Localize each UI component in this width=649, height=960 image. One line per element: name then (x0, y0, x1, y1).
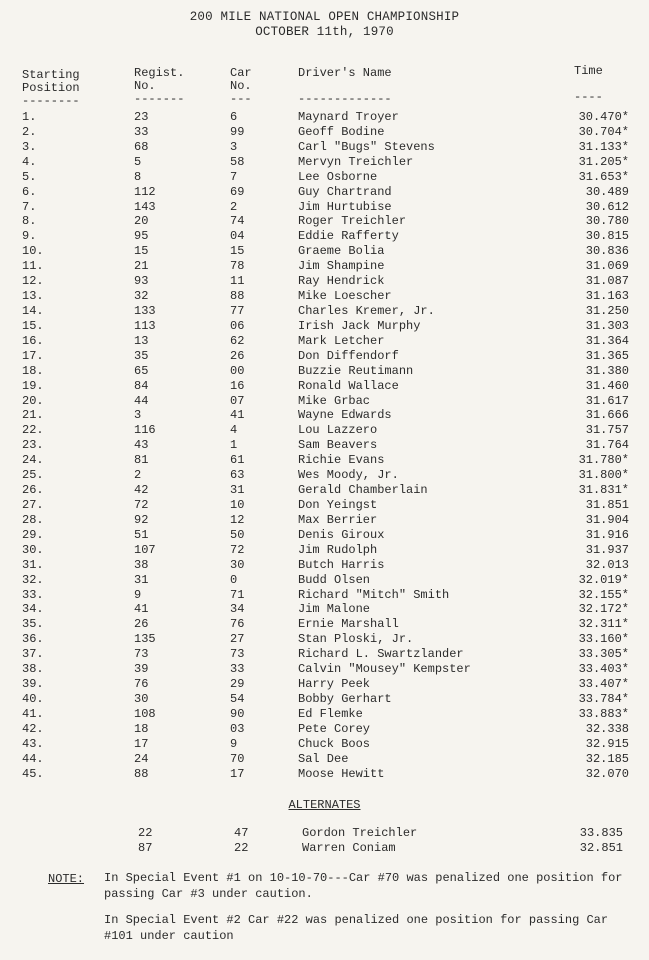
car-no-cell: 70 (230, 751, 245, 766)
table-row (0, 647, 649, 662)
starting-position-cell: 18. (22, 363, 44, 378)
regist-no-cell: 30 (134, 691, 149, 706)
starting-position-cell: 33. (22, 587, 44, 602)
starting-position-cell: 31. (22, 557, 44, 572)
regist-no-cell: 38 (134, 557, 149, 572)
car-no-cell: 50 (230, 527, 245, 542)
car-no-cell: 47 (234, 826, 249, 840)
time-cell: 31.205* (578, 154, 629, 169)
driver-name-cell: Mervyn Treichler (298, 154, 414, 169)
table-row (0, 125, 649, 140)
starting-position-cell: 36. (22, 632, 44, 647)
driver-name-cell: Wayne Edwards (298, 408, 392, 423)
regist-no-cell: 42 (134, 483, 149, 498)
header-car-no: Car No. --- (230, 66, 252, 106)
regist-no-cell: 113 (134, 318, 156, 333)
driver-name-cell: Lou Lazzero (298, 423, 378, 438)
time-cell: 31.780* (578, 453, 629, 468)
starting-position-cell: 8. (22, 214, 37, 229)
driver-name-cell: Stan Ploski, Jr. (298, 632, 414, 647)
table-row (0, 438, 649, 453)
starting-position-cell: 23. (22, 438, 44, 453)
driver-name-cell: Mark Letcher (298, 333, 385, 348)
time-cell: 33.407* (578, 677, 629, 692)
driver-name-cell: Wes Moody, Jr. (298, 468, 399, 483)
table-row (0, 617, 649, 632)
driver-name-cell: Carl "Bugs" Stevens (298, 139, 435, 154)
car-no-cell: 3 (230, 139, 238, 154)
car-no-cell: 58 (230, 154, 245, 169)
starting-position-cell: 28. (22, 512, 44, 527)
regist-no-cell: 76 (134, 677, 149, 692)
regist-no-cell: 8 (134, 169, 142, 184)
table-row (0, 558, 649, 573)
note-label: NOTE: (48, 872, 85, 886)
time-cell: 31.937 (585, 542, 629, 557)
car-no-cell: 54 (230, 691, 245, 706)
regist-no-cell: 35 (134, 348, 149, 363)
starting-position-cell: 44. (22, 751, 44, 766)
table-row (0, 737, 649, 752)
table-row (0, 140, 649, 155)
regist-no-cell: 107 (134, 542, 156, 557)
car-no-cell: 26 (230, 348, 245, 363)
table-row (0, 379, 649, 394)
table-row (0, 588, 649, 603)
driver-name-cell: Sal Dee (298, 751, 349, 766)
time-cell: 32.155* (578, 587, 629, 602)
starting-position-cell: 14. (22, 303, 44, 318)
car-no-cell: 9 (230, 736, 238, 751)
time-cell: 30.815 (585, 229, 629, 244)
driver-name-cell: Ed Flemke (298, 706, 363, 721)
time-cell: 31.087 (585, 274, 629, 289)
car-no-cell: 00 (230, 363, 245, 378)
car-no-cell: 78 (230, 259, 245, 274)
time-cell: 31.069 (585, 259, 629, 274)
regist-no-cell: 65 (134, 363, 149, 378)
regist-no-cell: 73 (134, 647, 149, 662)
alternates-table (0, 826, 649, 856)
table-row (0, 662, 649, 677)
starting-position-cell: 30. (22, 542, 44, 557)
car-no-cell: 03 (230, 721, 245, 736)
starting-position-cell: 22. (22, 423, 44, 438)
car-no-cell: 72 (230, 542, 245, 557)
driver-name-cell: Ronald Wallace (298, 378, 399, 393)
table-row (0, 334, 649, 349)
time-cell: 32.013 (585, 557, 629, 572)
car-no-cell: 90 (230, 706, 245, 721)
starting-position-cell: 24. (22, 453, 44, 468)
starting-position-cell: 27. (22, 497, 44, 512)
driver-name-cell: Harry Peek (298, 677, 371, 692)
car-no-cell: 99 (230, 124, 245, 139)
driver-name-cell: Moose Hewitt (298, 766, 385, 781)
regist-no-cell: 95 (134, 229, 149, 244)
table-row (0, 707, 649, 722)
table-row (0, 229, 649, 244)
table-row (0, 170, 649, 185)
car-no-cell: 34 (230, 602, 245, 617)
regist-no-cell: 5 (134, 154, 142, 169)
time-cell: 30.612 (585, 199, 629, 214)
time-cell: 30.489 (585, 184, 629, 199)
time-cell: 33.883* (578, 706, 629, 721)
car-no-cell: 71 (230, 587, 245, 602)
starting-position-cell: 40. (22, 691, 44, 706)
car-no-cell: 41 (230, 408, 245, 423)
regist-no-cell: 81 (134, 453, 149, 468)
driver-name-cell: Gerald Chamberlain (298, 483, 428, 498)
car-no-cell: 16 (230, 378, 245, 393)
starting-position-cell: 4. (22, 154, 37, 169)
regist-no-cell: 84 (134, 378, 149, 393)
driver-name-cell: Charles Kremer, Jr. (298, 303, 435, 318)
car-no-cell: 06 (230, 318, 245, 333)
time-cell: 31.851 (585, 497, 629, 512)
regist-no-cell: 2 (134, 468, 142, 483)
regist-no-cell: 15 (134, 244, 149, 259)
car-no-cell: 6 (230, 110, 238, 124)
regist-no-cell: 33 (134, 124, 149, 139)
driver-name-cell: Jim Rudolph (298, 542, 378, 557)
driver-name-cell: Butch Harris (298, 557, 385, 572)
note-text-2: In Special Event #2 Car #22 was penalized one position for passing Car #101 under caution (104, 913, 609, 943)
time-cell: 31.800* (578, 468, 629, 483)
starting-position-cell: 13. (22, 289, 44, 304)
regist-no-cell: 31 (134, 572, 149, 587)
time-cell: 33.305* (578, 647, 629, 662)
table-row (0, 214, 649, 229)
car-no-cell: 63 (230, 468, 245, 483)
table-row (0, 841, 649, 856)
starting-position-cell: 42. (22, 721, 44, 736)
driver-name-cell: Richard "Mitch" Smith (298, 587, 450, 602)
driver-name-cell: Jim Hurtubise (298, 199, 392, 214)
time-cell: 31.831* (578, 483, 629, 498)
table-row (0, 767, 649, 782)
starting-position-cell: 34. (22, 602, 44, 617)
starting-position-cell: 39. (22, 677, 44, 692)
driver-name-cell: Mike Loescher (298, 289, 392, 304)
starting-position-cell: 9. (22, 229, 37, 244)
time-cell: 30.836 (585, 244, 629, 259)
time-cell: 31.904 (585, 512, 629, 527)
results-table (0, 110, 649, 781)
regist-no-cell: 93 (134, 274, 149, 289)
starting-position-cell: 45. (22, 766, 44, 781)
driver-name-cell: Don Yeingst (298, 497, 378, 512)
time-cell: 31.380 (585, 363, 629, 378)
starting-position-cell: 32. (22, 572, 44, 587)
regist-no-cell: 41 (134, 602, 149, 617)
time-cell: 33.160* (578, 632, 629, 647)
regist-no-cell: 43 (134, 438, 149, 453)
table-row (0, 453, 649, 468)
regist-no-cell: 68 (134, 139, 149, 154)
driver-name-cell: Maynard Troyer (298, 110, 399, 124)
car-no-cell: 76 (230, 617, 245, 632)
regist-no-cell: 51 (134, 527, 149, 542)
car-no-cell: 27 (230, 632, 245, 647)
starting-position-cell: 29. (22, 527, 44, 542)
table-row (0, 408, 649, 423)
table-row (0, 274, 649, 289)
car-no-cell: 61 (230, 453, 245, 468)
starting-position-cell: 35. (22, 617, 44, 632)
car-no-cell: 10 (230, 497, 245, 512)
car-no-cell: 88 (230, 289, 245, 304)
starting-position-cell: 25. (22, 468, 44, 483)
starting-position-cell: 15. (22, 318, 44, 333)
driver-name-cell: Max Berrier (298, 512, 378, 527)
table-row (0, 155, 649, 170)
time-cell: 32.185 (585, 751, 629, 766)
car-no-cell: 69 (230, 184, 245, 199)
time-cell: 32.915 (585, 736, 629, 751)
starting-position-cell: 26. (22, 483, 44, 498)
driver-name-cell: Richard L. Swartzlander (298, 647, 464, 662)
starting-position-cell: 1. (22, 110, 37, 124)
car-no-cell: 17 (230, 766, 245, 781)
regist-no-cell: 92 (134, 512, 149, 527)
driver-name-cell: Bobby Gerhart (298, 691, 392, 706)
starting-position-cell: 38. (22, 662, 44, 677)
regist-no-cell: 24 (134, 751, 149, 766)
car-no-cell: 7 (230, 169, 238, 184)
regist-no-cell: 72 (134, 497, 149, 512)
car-no-cell: 77 (230, 303, 245, 318)
starting-position-cell: 17. (22, 348, 44, 363)
table-row (0, 319, 649, 334)
car-no-cell: 04 (230, 229, 245, 244)
time-cell: 33.835 (579, 826, 623, 840)
regist-no-cell: 39 (134, 662, 149, 677)
time-cell: 33.403* (578, 662, 629, 677)
table-row (0, 677, 649, 692)
driver-name-cell: Roger Treichler (298, 214, 407, 229)
starting-position-cell: 20. (22, 393, 44, 408)
starting-position-cell: 7. (22, 199, 37, 214)
regist-no-cell: 9 (134, 587, 142, 602)
car-no-cell: 22 (234, 840, 249, 855)
regist-no-cell: 23 (134, 110, 149, 124)
starting-position-cell: 21. (22, 408, 44, 423)
car-no-cell: 15 (230, 244, 245, 259)
driver-name-cell: Guy Chartrand (298, 184, 392, 199)
driver-name-cell: Calvin "Mousey" Kempster (298, 662, 471, 677)
driver-name-cell: Geoff Bodine (298, 124, 385, 139)
starting-position-cell: 43. (22, 736, 44, 751)
time-cell: 32.311* (578, 617, 629, 632)
table-row (0, 185, 649, 200)
starting-position-cell: 16. (22, 333, 44, 348)
time-cell: 32.851 (579, 840, 623, 855)
time-cell: 31.916 (585, 527, 629, 542)
driver-name-cell: Chuck Boos (298, 736, 371, 751)
table-row (0, 722, 649, 737)
driver-name-cell: Don Diffendorf (298, 348, 399, 363)
car-no-cell: 33 (230, 662, 245, 677)
car-no-cell: 4 (230, 423, 238, 438)
car-no-cell: 12 (230, 512, 245, 527)
regist-no-cell: 26 (134, 617, 149, 632)
driver-name-cell: Denis Giroux (298, 527, 385, 542)
starting-position-cell: 5. (22, 169, 37, 184)
starting-position-cell: 11. (22, 259, 44, 274)
table-row (0, 498, 649, 513)
driver-name-cell: Jim Shampine (298, 259, 385, 274)
alternates-title: ALTERNATES (288, 798, 361, 812)
regist-no-cell: 18 (134, 721, 149, 736)
driver-name-cell: Pete Corey (298, 721, 371, 736)
regist-no-cell: 32 (134, 289, 149, 304)
car-no-cell: 07 (230, 393, 245, 408)
table-row (0, 513, 649, 528)
car-no-cell: 1 (230, 438, 238, 453)
time-cell: 31.303 (585, 318, 629, 333)
regist-no-cell: 108 (134, 706, 156, 721)
time-cell: 32.338 (585, 721, 629, 736)
table-row (0, 200, 649, 215)
time-cell: 31.250 (585, 303, 629, 318)
regist-no-cell: 13 (134, 333, 149, 348)
driver-name-cell: Mike Grbac (298, 393, 371, 408)
driver-name-cell: Lee Osborne (298, 169, 378, 184)
header-drivers-name: Driver's Name ------------- (298, 66, 392, 106)
starting-position-cell: 19. (22, 378, 44, 393)
car-no-cell: 73 (230, 647, 245, 662)
regist-no-cell: 20 (134, 214, 149, 229)
driver-name-cell: Richie Evans (298, 453, 385, 468)
table-row (0, 602, 649, 617)
driver-name-cell: Buzzie Reutimann (298, 363, 414, 378)
starting-position-cell: 12. (22, 274, 44, 289)
regist-no-cell: 116 (134, 423, 156, 438)
car-no-cell: 11 (230, 274, 245, 289)
driver-name-cell: Jim Malone (298, 602, 371, 617)
header-regist-no: Regist. No. ------- (134, 66, 185, 106)
table-row (0, 259, 649, 274)
time-cell: 31.617 (585, 393, 629, 408)
regist-no-cell: 3 (134, 408, 142, 423)
time-cell: 30.704* (578, 124, 629, 139)
driver-name-cell: Gordon Treichler (302, 826, 418, 840)
car-no-cell: 0 (230, 572, 238, 587)
table-row (0, 349, 649, 364)
regist-no-cell: 88 (134, 766, 149, 781)
time-cell: 31.365 (585, 348, 629, 363)
starting-position-cell: 3. (22, 139, 37, 154)
regist-no-cell: 135 (134, 632, 156, 647)
time-cell: 31.666 (585, 408, 629, 423)
table-row (0, 364, 649, 379)
table-row (0, 110, 649, 125)
car-no-cell: 2 (230, 199, 238, 214)
starting-position-cell: 10. (22, 244, 44, 259)
regist-no-cell: 17 (134, 736, 149, 751)
time-cell: 31.133* (578, 139, 629, 154)
time-cell: 31.460 (585, 378, 629, 393)
driver-name-cell: Sam Beavers (298, 438, 378, 453)
table-row (0, 244, 649, 259)
time-cell: 32.172* (578, 602, 629, 617)
driver-name-cell: Budd Olsen (298, 572, 371, 587)
note-text-1: In Special Event #1 on 10-10-70---Car #70 was penalized one position for passing Car #3 under caution. (104, 871, 623, 901)
car-no-cell: 29 (230, 677, 245, 692)
table-row (0, 468, 649, 483)
table-row (0, 752, 649, 767)
car-no-cell: 30 (230, 557, 245, 572)
regist-no-cell: 44 (134, 393, 149, 408)
time-cell: 31.653* (578, 169, 629, 184)
driver-name-cell: Graeme Bolia (298, 244, 385, 259)
time-cell: 31.757 (585, 423, 629, 438)
table-row (0, 483, 649, 498)
table-row (0, 289, 649, 304)
starting-position-cell: 2. (22, 124, 37, 139)
regist-no-cell: 21 (134, 259, 149, 274)
regist-no-cell: 112 (134, 184, 156, 199)
starting-position-cell: 6. (22, 184, 37, 199)
table-row (0, 692, 649, 707)
starting-position-cell: 37. (22, 647, 44, 662)
time-cell: 31.764 (585, 438, 629, 453)
header-time: Time ---- (574, 64, 603, 104)
time-cell: 30.780 (585, 214, 629, 229)
time-cell: 31.163 (585, 289, 629, 304)
table-row (0, 528, 649, 543)
driver-name-cell: Ernie Marshall (298, 617, 399, 632)
time-cell: 32.070 (585, 766, 629, 781)
table-row (0, 394, 649, 409)
time-cell: 31.364 (585, 333, 629, 348)
regist-no-cell: 22 (138, 826, 153, 840)
regist-no-cell: 143 (134, 199, 156, 214)
document-date: OCTOBER 11th, 1970 (255, 25, 394, 39)
starting-position-cell: 41. (22, 706, 44, 721)
regist-no-cell: 87 (138, 840, 153, 855)
time-cell: 30.470* (578, 110, 629, 124)
time-cell: 33.784* (578, 691, 629, 706)
car-no-cell: 31 (230, 483, 245, 498)
header-starting-position: Starting Position -------- (22, 68, 80, 108)
time-cell: 32.019* (578, 572, 629, 587)
table-row (0, 304, 649, 319)
table-row (0, 826, 649, 841)
driver-name-cell: Eddie Rafferty (298, 229, 399, 244)
table-row (0, 573, 649, 588)
car-no-cell: 62 (230, 333, 245, 348)
table-row (0, 423, 649, 438)
driver-name-cell: Irish Jack Murphy (298, 318, 421, 333)
driver-name-cell: Ray Hendrick (298, 274, 385, 289)
driver-name-cell: Warren Coniam (302, 840, 396, 855)
document-title: 200 MILE NATIONAL OPEN CHAMPIONSHIP (189, 10, 460, 24)
regist-no-cell: 133 (134, 303, 156, 318)
car-no-cell: 74 (230, 214, 245, 229)
table-row (0, 543, 649, 558)
table-row (0, 632, 649, 647)
